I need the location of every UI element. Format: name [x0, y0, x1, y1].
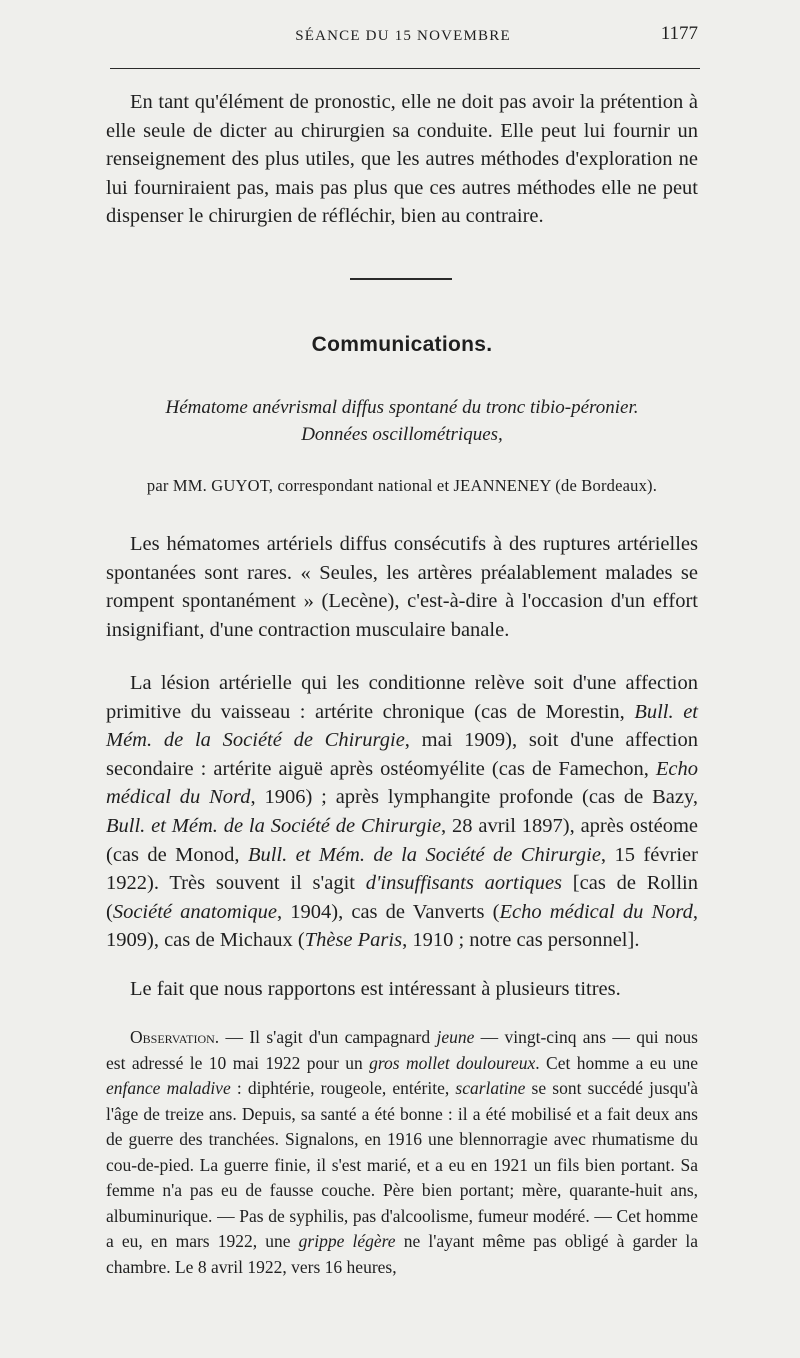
- article-title-line-1: Hématome anévrismal diffus spontané du tronc tibio-péronier.: [165, 397, 639, 418]
- obs-text-4: : diphtérie, rougeole, entérite,: [230, 1078, 456, 1098]
- obs-text-5: se sont succédé jusqu'à l'âge de treize ans. Depuis, sa santé a été bonne : il a été mobilisé et a fait deux ans de guerre des tranchées. Signalons, en 1916 une blennorragie avec rhumatisme du cou-de-pied. La guerre finie, il s'est marié, et a eu en 1921 un fils bien portant. Sa femme n'a pas eu de fausse couche. Père bien portant; mère, quarante-huit ans, albuminurique. — Pas de syphilis, pas d'alcoolisme, fumeur modéré. — Cet homme a eu, en mars 1922, une: [106, 1078, 698, 1251]
- obs-text-6: ne l'ayant même pas obligé à garder la chambre. Le 8 avril 1922, vers 16 heures,: [106, 1231, 698, 1277]
- article-title-line-2: Données oscillométriques,: [301, 424, 503, 445]
- p2-citation-2: Echo médical du Nord: [106, 757, 698, 809]
- p2-text-1: La lésion artérielle qui les conditionne relève soit d'une affection primitive du vaisseau : artérite chronique (cas de Morestin,: [106, 672, 698, 723]
- body-paragraph-1: Les hématomes artériels diffus consécutifs à des ruptures artérielles spontanées sont rares. « Seules, les artères préalablement malades se rompent spontanément » (Lecène), c'est-à-dire à l'occasion d'un effort insignifiant, d'une contraction musculaire banale.: [106, 533, 698, 641]
- p2-citation-8: Thèse Paris: [304, 929, 403, 952]
- obs-text-3: . Cet homme a eu une: [535, 1052, 698, 1073]
- p2-citation-6: Société anatomique: [112, 900, 277, 923]
- p2-citation-7: Echo médical du Nord: [499, 900, 693, 923]
- obs-emphasis-1: jeune: [436, 1027, 475, 1047]
- p2-text-2: , mai 1909), soit d'une affection secondaire : artérite aiguë après ostéomyélite (cas de Famechon,: [106, 729, 698, 780]
- p2-text-4: , 28 avril 1897), après ostéome (cas de Monod,: [106, 814, 698, 866]
- intro-paragraph: En tant qu'élément de pronostic, elle ne doit pas avoir la prétention à elle seule de dicter au chirurgien sa conduite. Elle peut lui fournir un renseignement des plus utiles, que les autres méthodes d'exploration ne lui fourniraient pas, mais pas plus que ces autres méthodes elle ne peut dispenser le chirurgien de réfléchir, bien au contraire.: [106, 91, 698, 228]
- obs-text-2: — vingt-cinq ans — qui nous est adressé le 10 mai 1922 pour un: [106, 1027, 698, 1073]
- p2-text-8: , 1909), cas de Michaux (: [106, 900, 698, 952]
- article-title: [106, 394, 698, 448]
- observation-paragraph: [106, 1025, 698, 1280]
- header-rule: [110, 68, 700, 69]
- obs-emphasis-3: enfance maladive: [106, 1078, 231, 1098]
- p2-text-7: , 1904), cas de Vanverts (: [276, 900, 500, 923]
- body-paragraph-2: [106, 669, 698, 955]
- p2-emphasis: d'insuffisants aortiques: [365, 872, 563, 895]
- p2-citation-3: Bull. et Mém. de la Société de Chirurgie: [106, 814, 442, 837]
- p2-text-5: , 15 février 1922). Très souvent il s'agit: [106, 843, 698, 895]
- p2-citation-4: Bull. et Mém. de la Société de Chirurgie: [247, 843, 601, 866]
- section-separator: [350, 278, 452, 280]
- section-heading: Communications.: [311, 333, 493, 356]
- p2-text-3: , 1906) ; après lymphangite profonde (cas de Bazy,: [250, 786, 698, 809]
- obs-text-1: — Il s'agit d'un campagnard: [219, 1027, 437, 1047]
- p2-text-9: , 1910 ; notre cas personnel].: [402, 929, 640, 952]
- obs-emphasis-4: scarlatine: [455, 1078, 526, 1098]
- article-authors: par MM. GUYOT, correspondant national et JEANNENEY (de Bordeaux).: [146, 476, 658, 495]
- p2-text-6: [cas de Rollin (: [106, 872, 698, 923]
- page-number: 1177: [660, 23, 698, 44]
- obs-emphasis-2: gros mollet douloureux: [369, 1052, 536, 1073]
- obs-emphasis-5: grippe légère: [298, 1231, 396, 1251]
- running-title: SÉANCE DU 15 NOVEMBRE: [295, 28, 511, 44]
- body-paragraph-3: Le fait que nous rapportons est intéressant à plusieurs titres.: [130, 978, 621, 1000]
- observation-label: Observation.: [130, 1027, 220, 1047]
- p2-citation-1: Bull. et Mém. de la Société de Chirurgie: [106, 700, 698, 752]
- page-header: [106, 22, 700, 52]
